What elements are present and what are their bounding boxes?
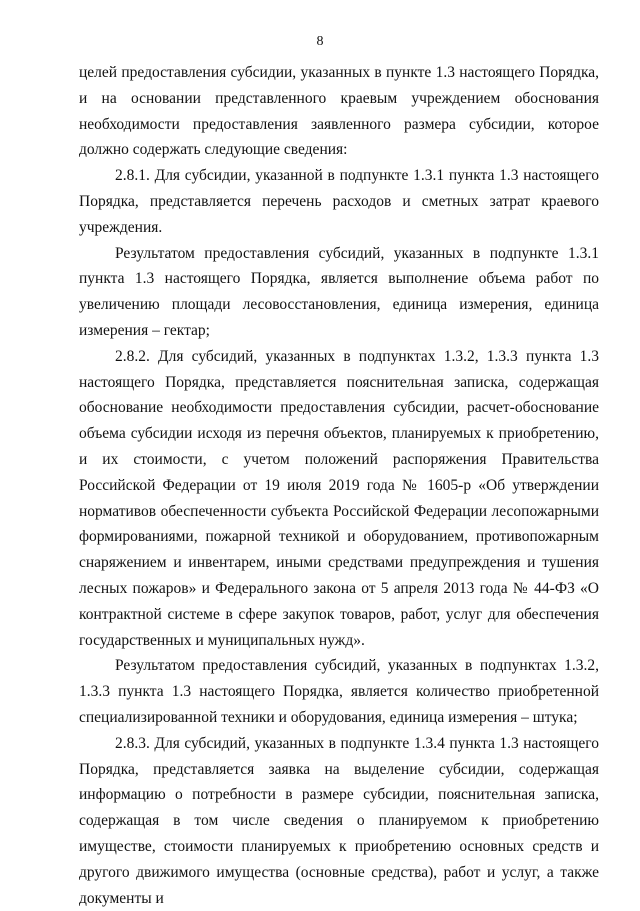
paragraph-result-1-3-2: Результатом предоставления субсидий, указанных в подпунктах 1.3.2, 1.3.3 пункта 1.3 настоящего Порядка, является количество приобретенной специализированной техники и оборудования, единица измерения – штука; xyxy=(79,657,599,726)
page-number: 8 xyxy=(316,34,324,49)
paragraph-result-1-3-1: Результатом предоставления субсидий, указанных в подпункте 1.3.1 пункта 1.3 настоящего Порядка, является выполнение объема работ по увеличению площади лесовосстановления, единица измерения, единица измерения – гектар; xyxy=(79,244,599,339)
paragraph-continuation: целей предоставления субсидии, указанных в пункте 1.3 настоящего Порядка, и на основании представленного краевым учреждением обоснования необходимости предоставления заявленного размера субсидии, которое должно содержать следующие сведения: xyxy=(79,64,599,159)
paragraph-2-8-3: 2.8.3. Для субсидий, указанных в подпункте 1.3.4 пункта 1.3 настоящего Порядка, представляется заявка на выделение субсидии, содержащая информацию о потребности в размере субсидии, пояснительная записка, содержащая в том числе сведения о планируемом к приобретению имуществе, стоимости планируемых к приобретению основных средств и другого движимого имущества (основные средства), работ и услуг, а также документы и xyxy=(79,734,599,907)
paragraph-2-8-1: 2.8.1. Для субсидии, указанной в подпункте 1.3.1 пункта 1.3 настоящего Порядка, представляется перечень расходов и сметных затрат краевого учреждения. xyxy=(79,167,599,236)
paragraph-2-8-2: 2.8.2. Для субсидий, указанных в подпунктах 1.3.2, 1.3.3 пункта 1.3 настоящего Порядка, представляется пояснительная записка, содержащая обоснование необходимости предоставления субсидии, расчет-обоснование объема субсидии исходя из перечня объектов, планируемых к приобретению, и их стоимости, с учетом положений распоряжения Правительства Российской Федерации от 19 июля 2019 года № 1605-р «Об утверждении нормативов обеспеченности субъекта Российской Федерации лесопожарными формированиями, пожарной техникой и оборудованием, противопожарным снаряжением и инвентарем, иными средствами предупреждения и тушения лесных пожаров» и Федерального закона от 5 апреля 2013 года № 44-ФЗ «О контрактной системе в сфере закупок товаров, работ, услуг для обеспечения государственных и муниципальных нужд». xyxy=(79,347,599,649)
document-body xyxy=(79,60,599,911)
